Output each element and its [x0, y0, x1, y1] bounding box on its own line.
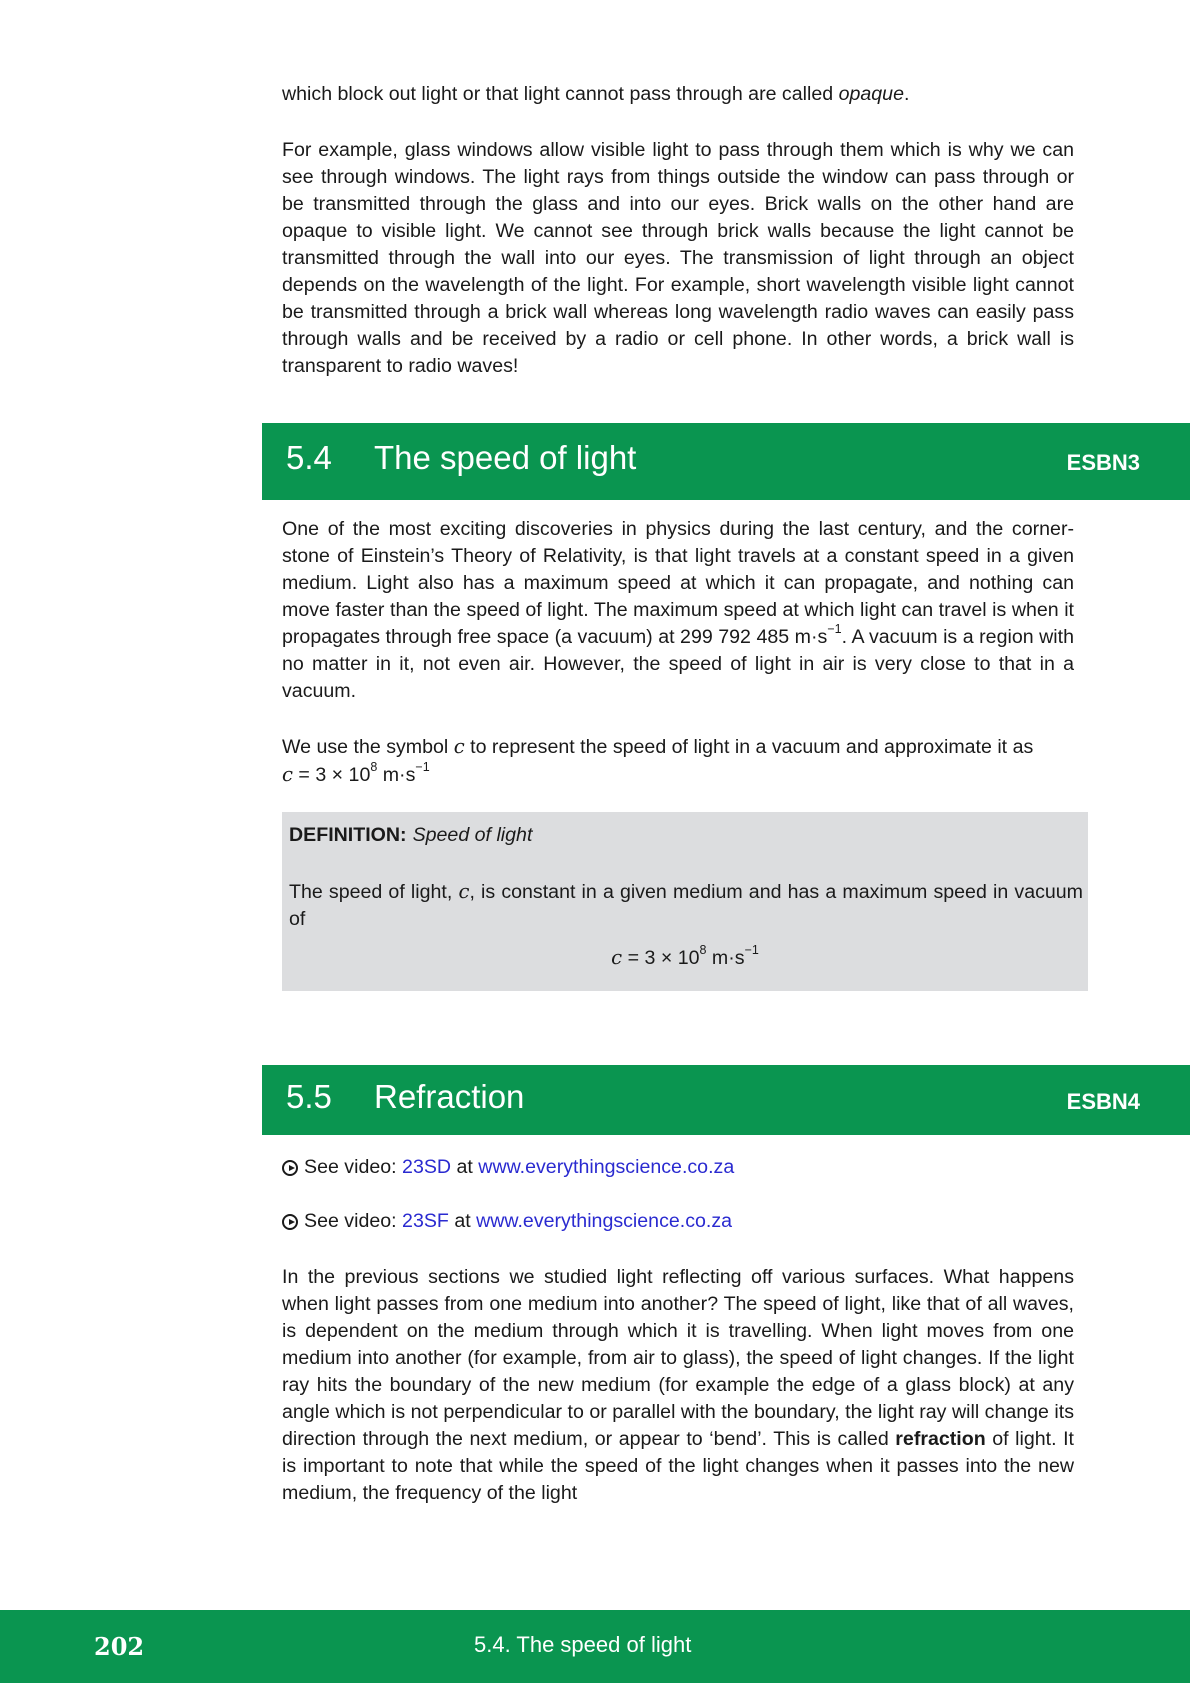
section-code: ESBN3: [1066, 450, 1140, 475]
video-code-link[interactable]: 23SD: [402, 1156, 452, 1178]
running-head: 5.4. The speed of light: [474, 1632, 692, 1657]
page-footer: [0, 1610, 1190, 1683]
section-number: 5.4: [286, 439, 332, 476]
video-link-row: See video: 23SF at www.everythingscience.co.za: [282, 1210, 732, 1233]
section-5-4-banner: [262, 423, 1190, 500]
play-circle-icon: [282, 1160, 298, 1176]
page-number: 202: [94, 1632, 145, 1661]
definition-body: The speed of light, c, is constant in a given medium and has a maximum speed in vacuum of: [289, 880, 1083, 930]
section-title: The speed of light: [374, 439, 637, 476]
intro-paragraph-2: For example, glass windows allow visible light to pass through them which is why we can see through windows. The light rays from things outside the window can pass through or be transmitted through the glass and into our eyes. Brick walls on the other hand are opaque to visible light. We cannot see through brick walls because the light cannot be transmitted through the wall into our eyes. The transmission of light through an object depends on the wavelength of the light. For example, short wavelength visible light cannot be transmitted through a brick wall whereas long wavelength radio waves can easily pass through walls and be received by a radio or cell phone. In other words, a brick wall is transparent to radio waves!: [282, 139, 1074, 377]
section-code: ESBN4: [1066, 1089, 1140, 1114]
opaque-term: opaque: [838, 83, 904, 105]
website-link[interactable]: www.everythingscience.co.za: [476, 1210, 733, 1232]
refraction-paragraph: In the previous sections we studied light reflecting off various surfaces. What happens when light passes from one medium into another? The speed of light, like that of all waves, is dependent on the medium through which it is travelling. When light moves from one medium into another (for example, from air to glass), the speed of light changes. If the light ray hits the boundary of the new medium (for example the edge of a glass block) at any angle which is not perpendicular to or parallel with the boundary, the light ray will change its direction through the next medium, or appear to ‘bend’. This is called refraction of light. It is important to note that while the speed of the light changes when it passes into the new medium, the frequency of the light: [282, 1266, 1075, 1504]
website-link[interactable]: www.everythingscience.co.za: [478, 1156, 735, 1178]
video-code-link[interactable]: 23SF: [402, 1210, 449, 1232]
section-number: 5.5: [286, 1078, 332, 1115]
intro-paragraph-1: which block out light or that light cannot pass through are called opaque.: [282, 83, 910, 105]
definition-heading: DEFINITION: Speed of light: [289, 824, 533, 846]
section-5-5-banner: [262, 1065, 1190, 1135]
speed-of-light-paragraph: One of the most exciting discoveries in physics during the last century, and the corner-stone of Einstein’s Theory of Relativity, is that light travels at a constant speed in a given medium. Light also has a maximum speed at which it can propagate, and nothing can move faster than the speed of light. The maximum speed at which light can travel is when it propagates through free space (a vacuum) at 299 792 485 $m\cdot s^{-1}$. A vacuum is a region with no matter in it, not even air. However, the speed of light in air is very close to that in a vacuum.: [282, 518, 1074, 702]
refraction-term: refraction: [895, 1428, 986, 1450]
symbol-paragraph: We use the symbol c to represent the speed of light in a vacuum and approximate it as $c = 3 \times 10^8$ $m\cdot s^{-1}$: [282, 735, 1034, 786]
video-link-row: See video: 23SD at www.everythingscience.co.za: [282, 1156, 734, 1179]
section-title: Refraction: [374, 1078, 525, 1115]
definition-equation: $c = 3 \times 10^8$ $m\cdot s^{-1}$: [611, 943, 759, 969]
play-circle-icon: [282, 1214, 298, 1230]
